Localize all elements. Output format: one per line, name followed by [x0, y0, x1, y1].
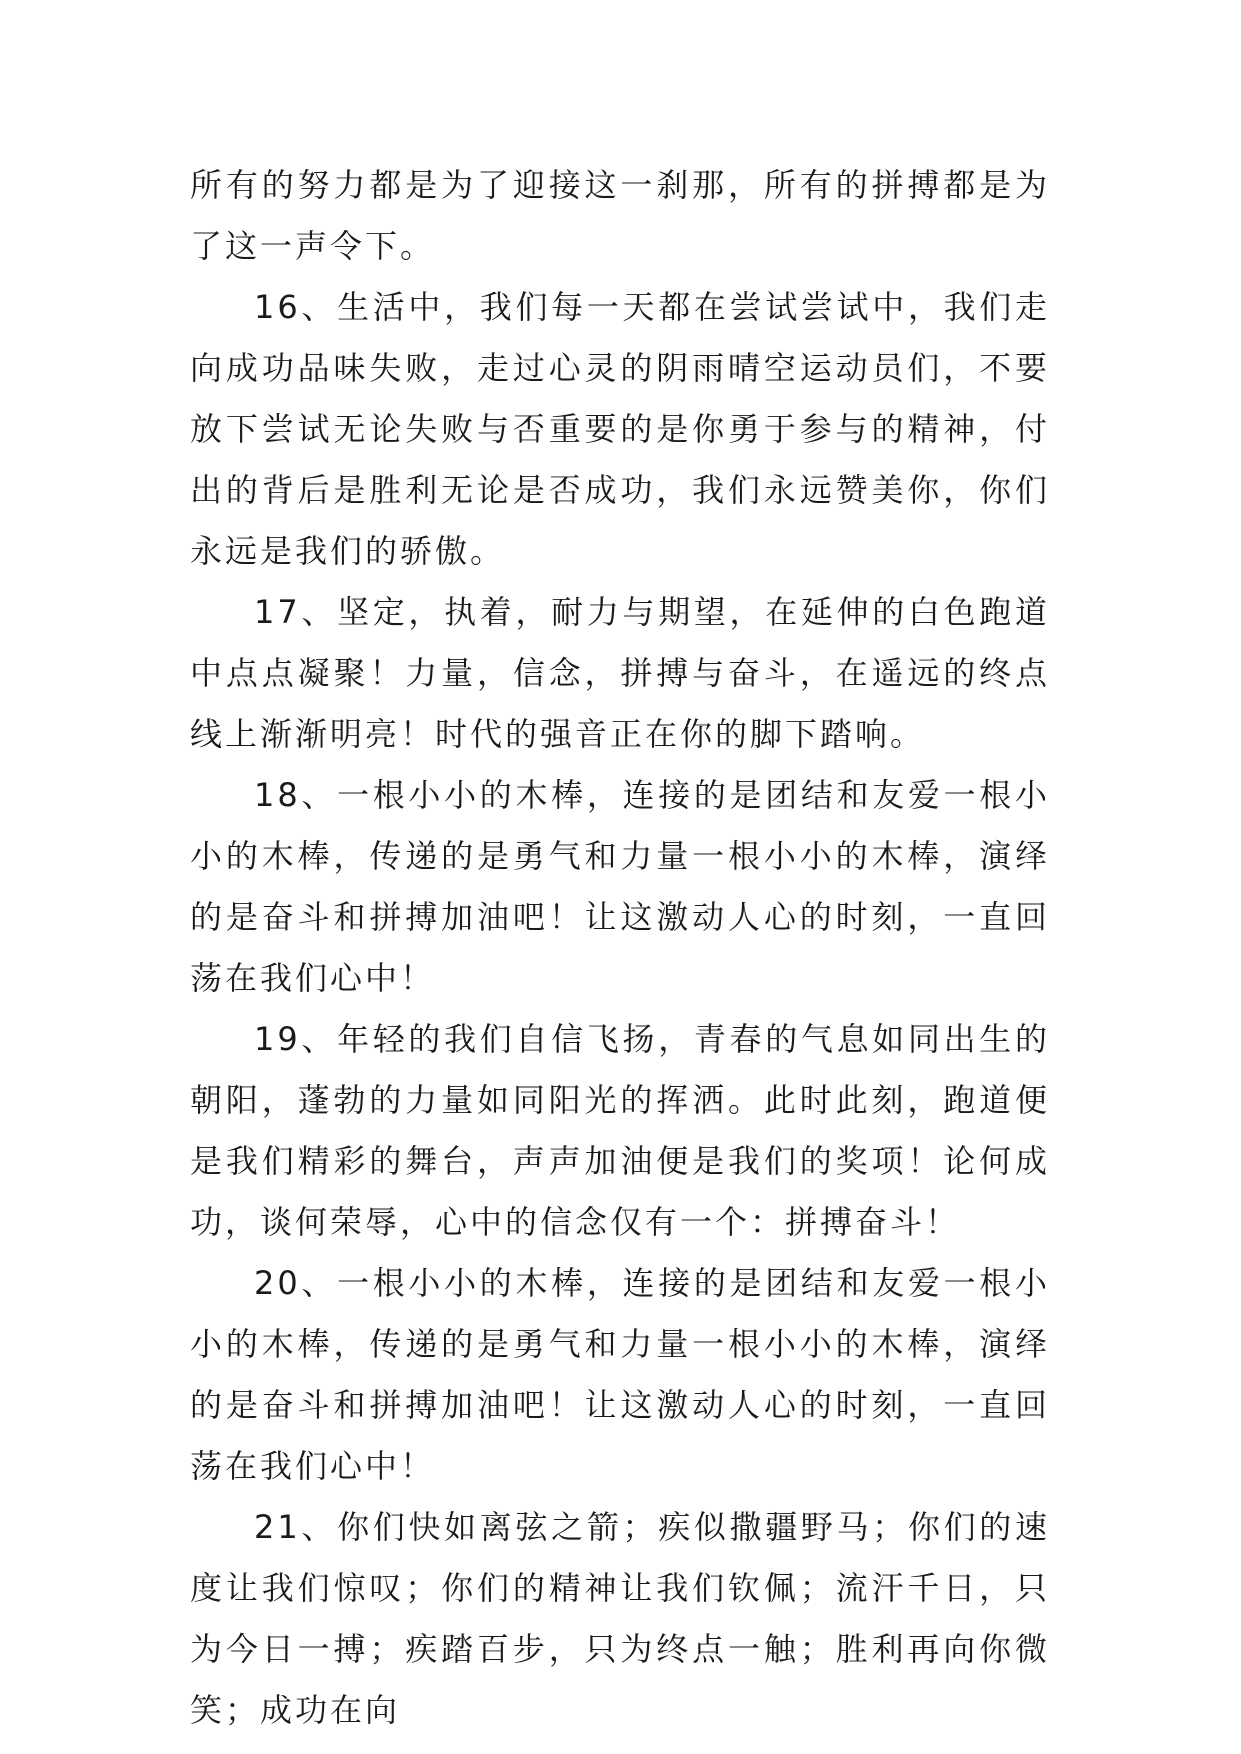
- paragraph-continuation: 所有的努力都是为了迎接这一刹那，所有的拼搏都是为了这一声令下。: [190, 166, 1050, 265]
- paragraph-16: 16、生活中，我们每一天都在尝试尝试中，我们走向成功品味失败，走过心灵的阴雨晴空运动员们，不要放下尝试无论失败与否重要的是你勇于参与的精神，付出的背后是胜利无论是否成功，我们永远赞美你，你们永远是我们的骄傲。: [190, 288, 1050, 570]
- paragraph-18: 18、一根小小的木棒，连接的是团结和友爱一根小小的木棒，传递的是勇气和力量一根小小的木棒，演绎的是奋斗和拼搏加油吧！让这激动人心的时刻，一直回荡在我们心中！: [190, 776, 1050, 997]
- paragraph-20: 20、一根小小的木棒，连接的是团结和友爱一根小小的木棒，传递的是勇气和力量一根小小的木棒，演绎的是奋斗和拼搏加油吧！让这激动人心的时刻，一直回荡在我们心中！: [190, 1264, 1050, 1485]
- paragraph-21: 21、你们快如离弦之箭；疾似撒疆野马；你们的速度让我们惊叹；你们的精神让我们钦佩；流汗千日，只为今日一搏；疾踏百步，只为终点一触；胜利再向你微笑；成功在向: [190, 1508, 1050, 1729]
- paragraph-19: 19、年轻的我们自信飞扬，青春的气息如同出生的朝阳，蓬勃的力量如同阳光的挥洒。此时此刻，跑道便是我们精彩的舞台，声声加油便是我们的奖项！论何成功，谈何荣辱，心中的信念仅有一个：拼搏奋斗！: [190, 1020, 1050, 1241]
- document-body: [190, 155, 1050, 1741]
- paragraph-17: 17、坚定，执着，耐力与期望，在延伸的白色跑道中点点凝聚！力量，信念，拼搏与奋斗，在遥远的终点线上渐渐明亮！时代的强音正在你的脚下踏响。: [190, 593, 1050, 753]
